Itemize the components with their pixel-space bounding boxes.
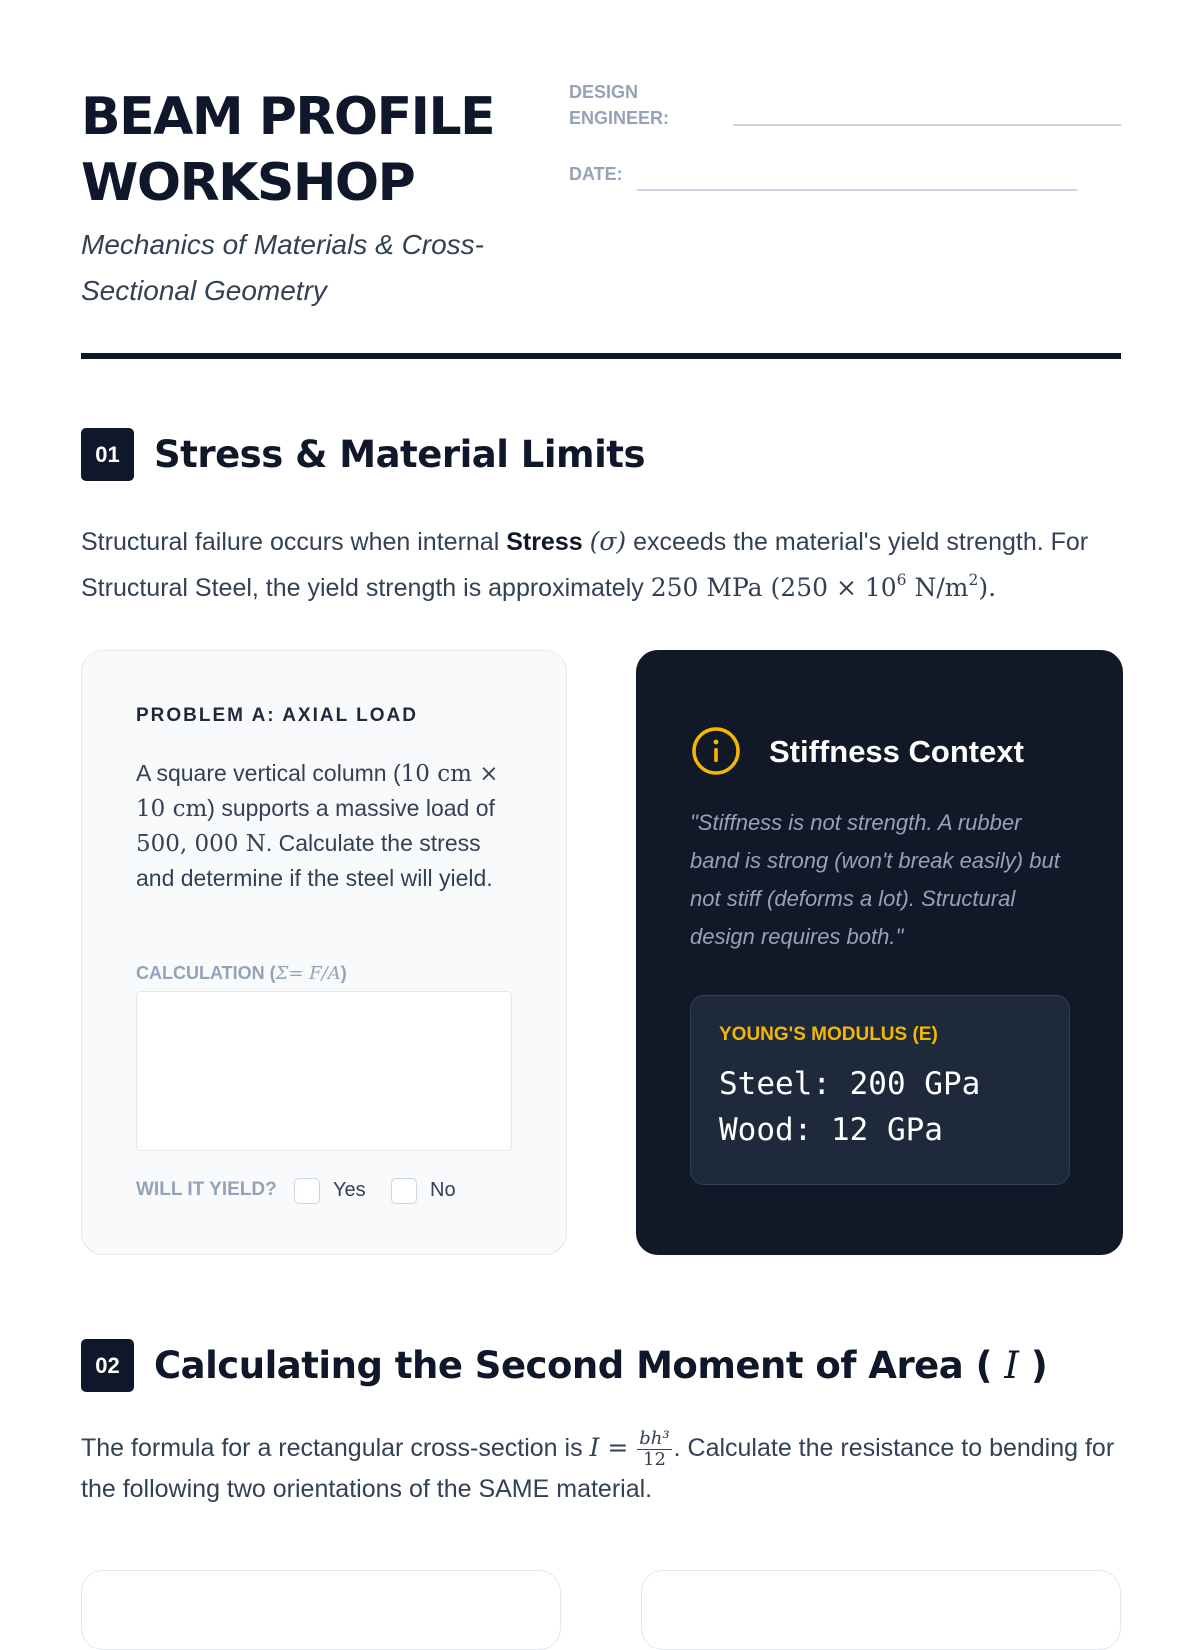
steel-modulus: Steel: 200 GPa <box>719 1066 981 1102</box>
wood-modulus: Wood: 12 GPa <box>719 1112 943 1148</box>
no-option-label: No <box>430 1179 456 1201</box>
title-line-2: WORKSHOP <box>81 153 415 213</box>
section-number-badge: 01 <box>81 428 134 481</box>
yes-checkbox[interactable] <box>294 1178 320 1204</box>
problem-text: A square vertical column (10 cm × 10 cm) supports a massive load of 500, 000 N. Calculate the stress and determine if the steel will yield. <box>136 760 499 891</box>
calculation-label: CALCULATION (Σ= F/A) <box>136 963 347 984</box>
no-checkbox[interactable] <box>391 1178 417 1204</box>
modulus-label: YOUNG'S MODULUS (E) <box>719 1024 938 1045</box>
stiffness-context-card <box>636 650 1123 1255</box>
date-label: DATE: <box>569 164 623 184</box>
problem-label: PROBLEM A: AXIAL LOAD <box>136 705 418 726</box>
load-value: 500, 000 N <box>136 831 266 857</box>
orientation-card-a <box>81 1570 561 1650</box>
context-quote: "Stiffness is not strength. A rubber band is strong (won't break easily) but not stiff (deforms a lot). Structural design requires both." <box>690 810 1060 949</box>
section-title-2: Calculating the Second Moment of Area ( I ) <box>154 1344 1048 1387</box>
design-engineer-field[interactable] <box>733 124 1121 126</box>
intro-text: Structural failure occurs when internal <box>81 528 507 556</box>
header-divider <box>81 353 1121 359</box>
yes-option-label: Yes <box>333 1179 366 1201</box>
section-intro <box>81 519 1121 611</box>
yield-question-label: WILL IT YIELD? <box>136 1179 277 1200</box>
moment-formula: I = <box>589 1433 629 1462</box>
date-field[interactable] <box>637 189 1077 191</box>
section-title: Stress & Material Limits <box>154 433 645 476</box>
intro-text-2: exceeds the material's yield strength. For Structural Steel, the yield strength is approximately <box>81 528 1089 602</box>
intro-bold-term: Stress <box>506 528 583 556</box>
info-icon <box>690 725 742 777</box>
design-engineer-label: DESIGN ENGINEER: <box>569 82 670 128</box>
orientation-card-b <box>641 1570 1121 1650</box>
sigma-symbol: (σ) <box>589 527 627 556</box>
page-title <box>81 84 561 216</box>
section-number-badge-2: 02 <box>81 1339 134 1392</box>
title-line-1: BEAM PROFILE <box>81 87 495 147</box>
column-dimensions: 10 cm × 10 cm <box>136 761 499 822</box>
context-title: Stiffness Context <box>769 734 1024 769</box>
problem-card <box>81 650 567 1255</box>
page-subtitle: Mechanics of Materials & Cross-Sectional Geometry <box>81 229 485 306</box>
section-2-intro: The formula for a rectangular cross-section is I = $\frac{\text{bh³}}{12}$ . Calculate the resistance to bending for the following two orientations of the SAME material. <box>81 1427 1115 1503</box>
formula-fraction: $\frac{\text{bh³}}{12}$ <box>639 1427 670 1470</box>
moment-symbol: I <box>1004 1344 1019 1387</box>
yield-strength-value: 250 MPa ($250 \times 10^6$ $N/m^2$). <box>650 571 997 602</box>
youngs-modulus-box <box>690 995 1070 1185</box>
calculation-input[interactable] <box>136 991 512 1151</box>
